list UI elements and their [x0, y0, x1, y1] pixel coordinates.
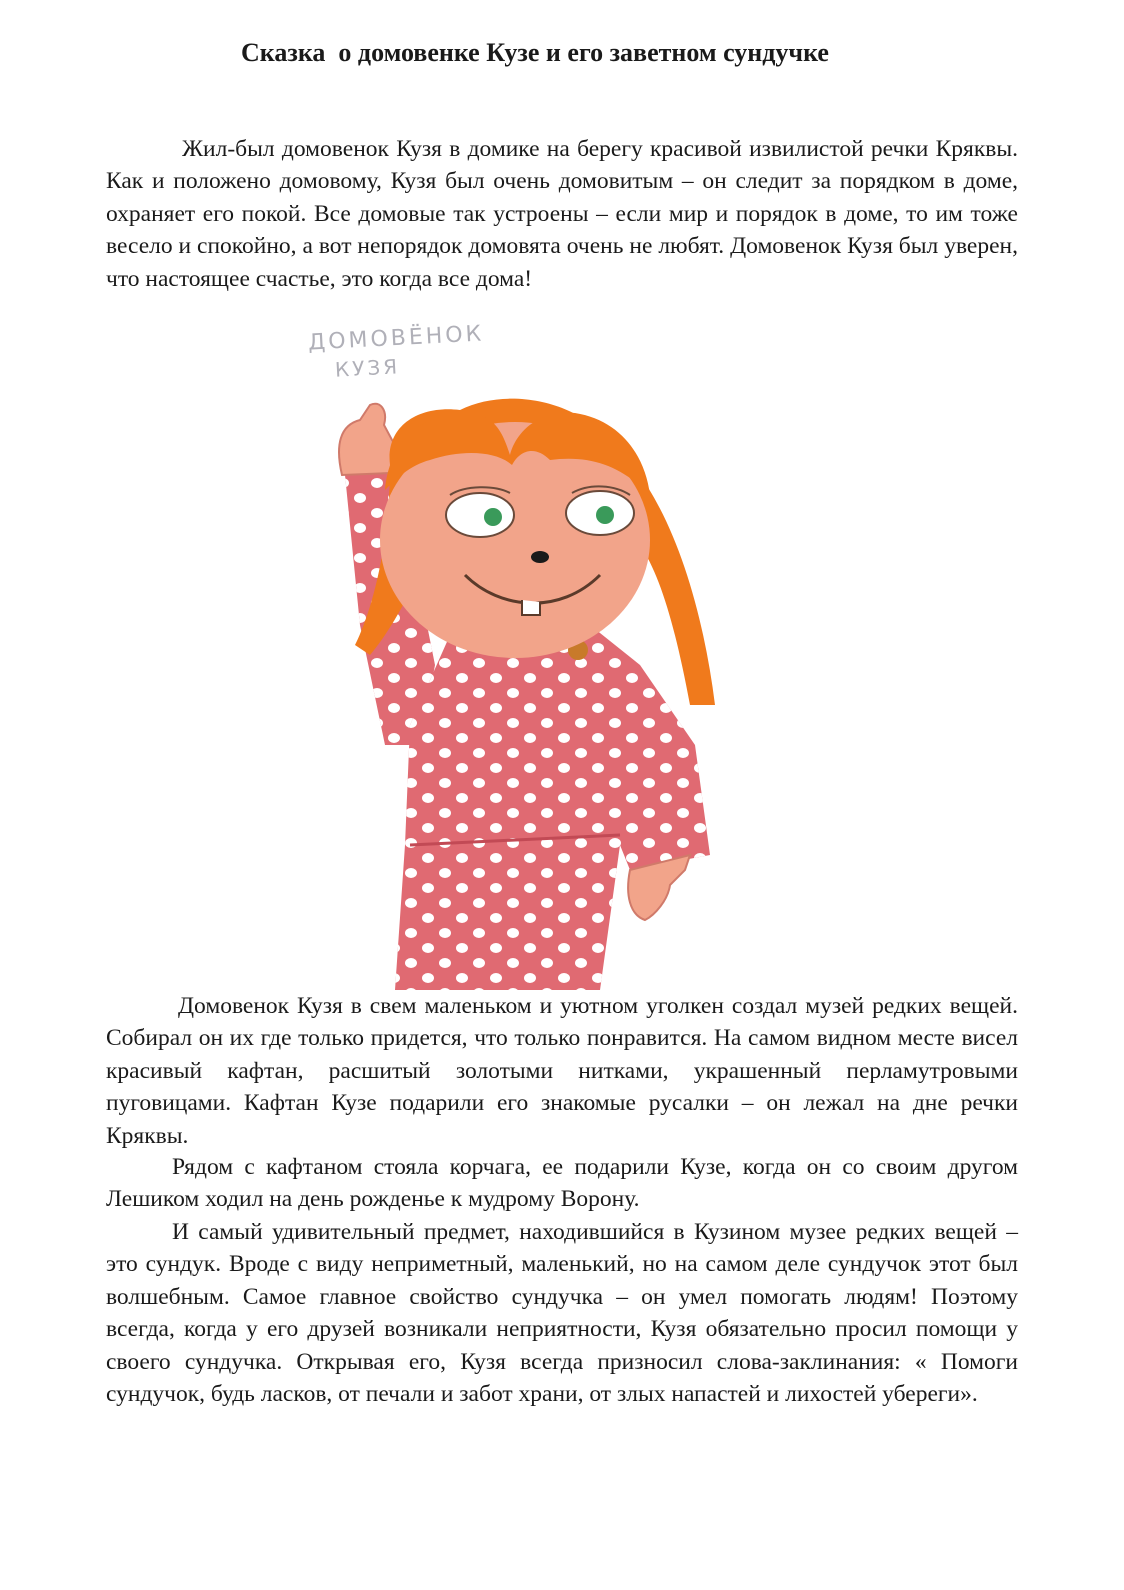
paragraph-intro: Жил-был домовенок Кузя в домике на берегу красивой извилистой речки Кряквы. Как и положено домовому, Кузя был очень домовитым – он следит за порядком в доме, охраняет его покой. Все домовые так устроены – если мир и порядок в доме, то им тоже весело и спокойно, а вот непорядок домовята очень не любят. Домовенок Кузя был уверен, что настоящее счастье, это когда все дома!	[106, 136, 1018, 292]
drawing-caption-line1: ДОМОВЁНОК	[307, 321, 485, 356]
face	[380, 413, 650, 658]
story-title: Сказка о домовенке Кузе и его заветном сундучке	[241, 38, 829, 67]
kuzya-drawing	[300, 325, 730, 990]
drawing-caption-line2: КУЗЯ	[334, 354, 401, 382]
paragraph-chest: И самый удивительный предмет, находившийся в Кузином музее редких вещей – это сундук. Вроде с виду неприметный, маленький, но на самом деле сундучок этот был волшебным. Самое главное свойство сундучка – он умел помогать людям! Поэтому всегда, когда у его друзей возникали неприятности, Кузя обязательно просил помощи у своего сундучка. Открывая его, Кузя всегда признoсил слова-заклинания: « Помоги сундучок, будь ласков, от печали и забот храни, от злых напастей и лихостей убереги».	[106, 1219, 1018, 1408]
paragraph-korchaga: Рядом с кафтаном стояла корчага, ее подарили Кузе, когда он со своим другом Лешиком ходил на день рожденье к мудрому Ворону.	[106, 1154, 1018, 1213]
dress	[395, 625, 710, 990]
paragraph-museum: Домовенок Кузя в свем маленьком и уютном уголкен создал музей редких вещей. Собирал он их где только придется, что только понравится. На самом видном месте висел красивый кафтан, расшитый золотыми нитками, украшенный перламутровыми пуговицами. Кафтан Кузе подарили его знакомые русалки – он лежал на дне речки Кряквы.	[106, 993, 1018, 1149]
